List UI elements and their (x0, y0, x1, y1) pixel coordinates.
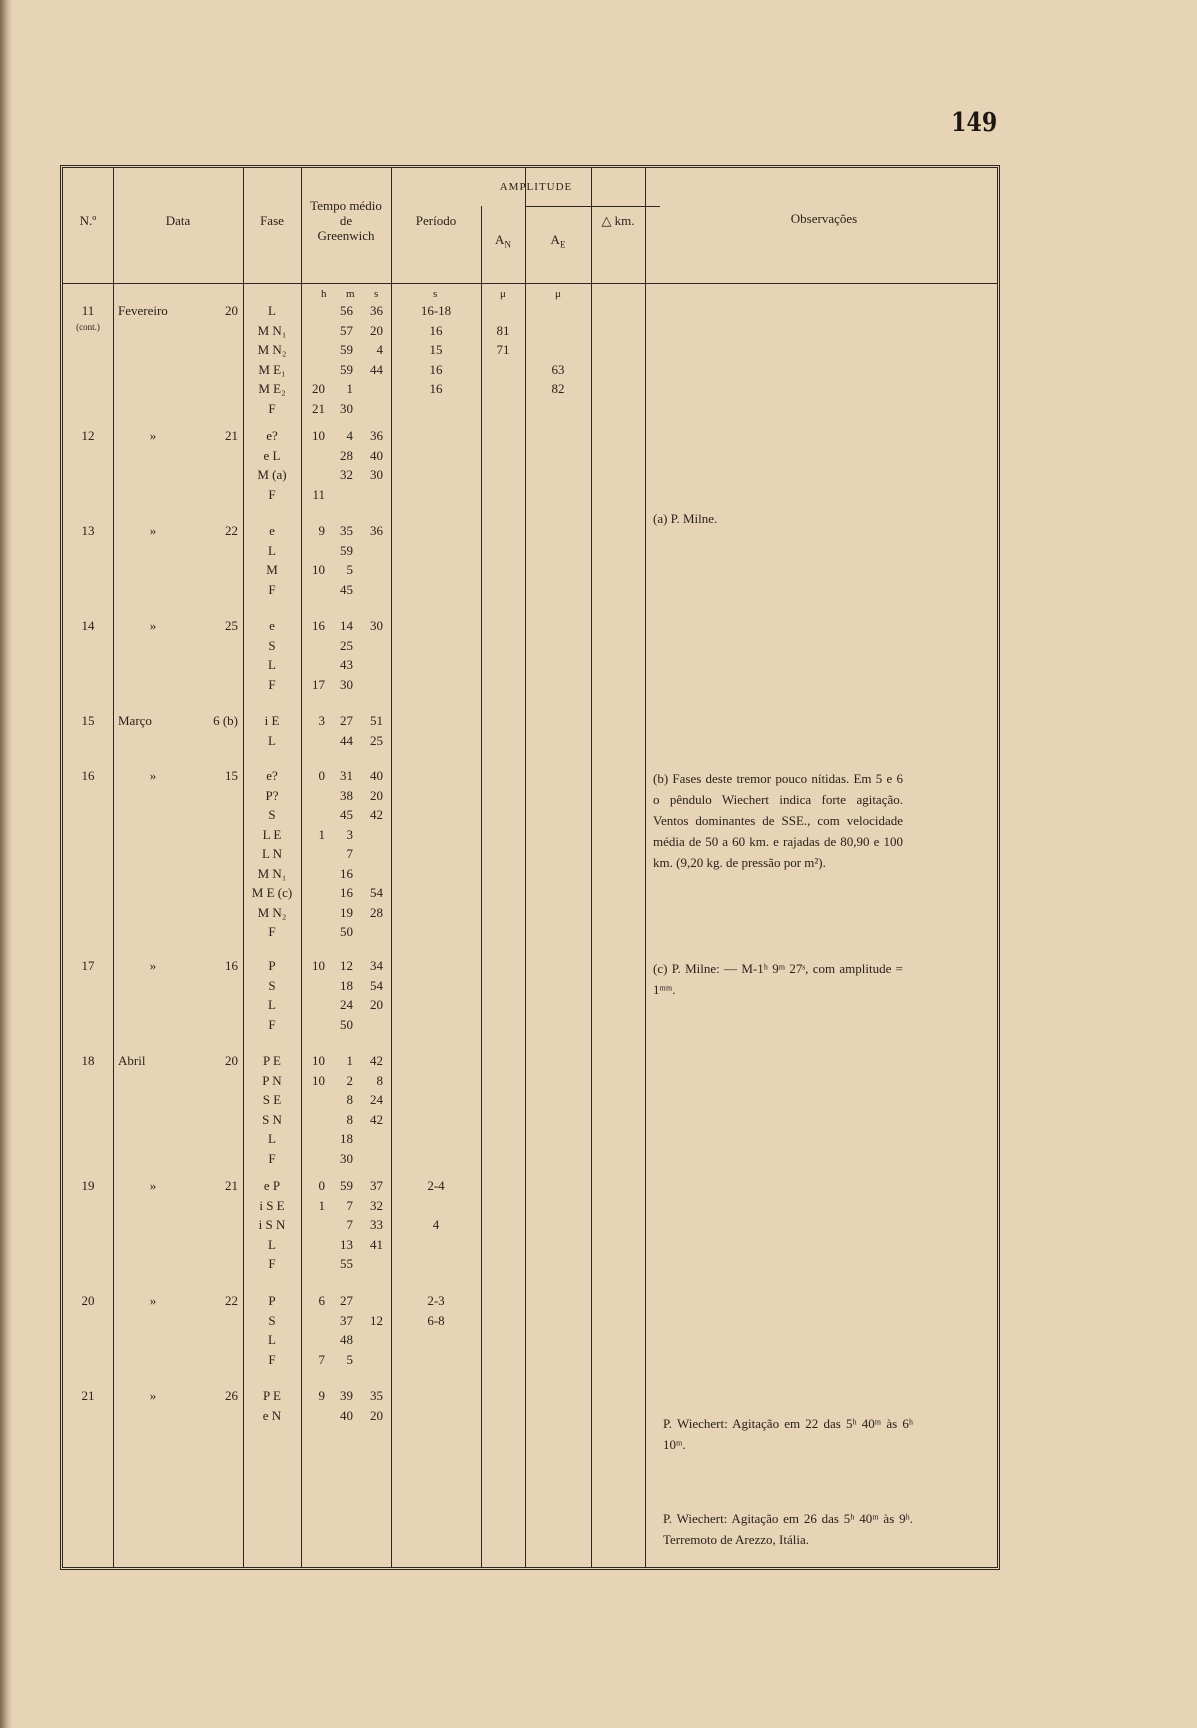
cell-m: 1 (346, 381, 353, 396)
cell-s: 42 (370, 1111, 383, 1127)
cell-m: 43 (340, 657, 353, 672)
cell-m: 7 (346, 846, 353, 861)
col-rule-6 (525, 168, 526, 1567)
cell-phase: S (268, 807, 276, 822)
cell-phase: e (269, 618, 275, 633)
cell-h: 10 (312, 428, 325, 443)
amplitude-sub-rule (525, 206, 660, 207)
cell-phase: M N₁ (257, 865, 287, 881)
cell-m: 44 (340, 732, 353, 748)
cell-phase: i S E (259, 1197, 285, 1213)
note-a: (a) P. Milne. (653, 511, 718, 526)
cell-ae: 63 (551, 361, 565, 377)
cell-s: 30 (370, 467, 383, 482)
unit-minutes: m (346, 288, 355, 300)
cell-s: 54 (370, 977, 383, 993)
cell-s: 44 (370, 361, 383, 377)
cell-s: 36 (370, 428, 383, 443)
record-number: 13 (81, 523, 95, 538)
cell-phase: e N (262, 1407, 282, 1423)
cell-s: 4 (376, 342, 383, 357)
cell-m: 32 (340, 467, 353, 482)
header-bottom-rule (63, 283, 997, 284)
cell-phase: e L (263, 447, 281, 463)
cell-phase: F (268, 924, 276, 939)
cell-s: 28 (370, 904, 383, 920)
header-amplitude: AMPLITUDE (499, 181, 573, 193)
cell-phase: S (268, 1312, 276, 1328)
cell-h: 16 (312, 618, 325, 633)
cell-phase: e (269, 523, 275, 538)
cell-m: 24 (340, 997, 353, 1012)
cell-phase: M E (c) (251, 885, 293, 900)
cell-s: 51 (370, 713, 383, 728)
cell-phase: e P (263, 1178, 281, 1193)
cell-m: 27 (340, 713, 353, 728)
cell-phase: P N (262, 1072, 282, 1088)
cell-s: 8 (376, 1072, 383, 1088)
cell-s: 40 (370, 768, 383, 783)
cell-m: 50 (340, 924, 353, 939)
col-rule-8 (645, 168, 646, 1567)
cell-h: 1 (318, 826, 325, 842)
cell-phase: F (268, 1351, 276, 1367)
cell-m: 14 (340, 618, 353, 633)
cell-phase: M (a) (257, 467, 287, 482)
cell-phase: P (268, 1293, 276, 1308)
cell-phase: i E (264, 713, 280, 728)
cell-m: 45 (340, 581, 353, 597)
cell-m: 3 (346, 826, 353, 842)
cell-phase: F (268, 1256, 276, 1271)
cell-m: 48 (340, 1332, 353, 1347)
record-day: 25 (225, 618, 238, 633)
cell-m: 59 (340, 542, 353, 558)
cell-phase: F (268, 581, 276, 597)
record-number: 12 (81, 428, 95, 443)
col-rule-4 (391, 168, 392, 1567)
cell-phase: P E (263, 1388, 281, 1403)
cell-period: 4 (432, 1217, 440, 1232)
cell-phase: e? (266, 428, 278, 443)
record-month: Fevereiro (118, 303, 168, 318)
cell-s: 54 (370, 885, 383, 900)
cell-s: 20 (370, 1407, 383, 1423)
cell-s: 20 (370, 997, 383, 1012)
header-periodo: Período (415, 213, 457, 228)
cell-h: 17 (312, 676, 325, 692)
cell-h: 0 (318, 768, 325, 783)
cell-h: 10 (312, 1053, 325, 1068)
record-day: 20 (225, 303, 238, 318)
header-tempo (301, 198, 391, 243)
header-an-letter: A (495, 232, 505, 247)
cell-s: 36 (370, 523, 383, 538)
cell-h: 3 (318, 713, 325, 728)
cell-phase: M (266, 562, 278, 577)
cell-period: 2-4 (427, 1178, 445, 1193)
header-num: N.º (79, 213, 97, 228)
col-rule-1 (113, 168, 114, 1567)
record-month: » (149, 958, 157, 973)
record-number: 14 (81, 618, 95, 633)
page-number: 149 (950, 108, 997, 138)
cell-period: 16 (429, 322, 443, 338)
record-day: 21 (225, 1178, 238, 1193)
cell-phase: S N (262, 1111, 282, 1127)
cell-s: 33 (370, 1217, 383, 1232)
cell-phase: M N₂ (257, 342, 287, 357)
record-month: » (149, 1178, 157, 1193)
header-ae-sub: E (559, 239, 566, 250)
cell-s: 12 (370, 1312, 383, 1328)
cell-phase: P E (263, 1053, 281, 1068)
cell-phase: e? (266, 768, 278, 783)
cell-phase: F (268, 1016, 276, 1032)
page-edge-shadow (0, 0, 12, 1728)
cell-phase: L E (262, 826, 282, 842)
record-day: 16 (225, 958, 238, 973)
header-ae-letter: A (550, 232, 560, 247)
cell-period: 16-18 (420, 303, 452, 318)
cell-h: 9 (318, 523, 325, 538)
header-an (481, 232, 525, 253)
record-number: 19 (81, 1178, 95, 1193)
cell-h: 10 (312, 1072, 325, 1088)
cell-phase: F (268, 486, 276, 502)
record-month: » (149, 618, 157, 633)
cell-ae: 82 (551, 381, 565, 396)
header-distance: △ km. (601, 213, 635, 228)
cell-s: 30 (370, 618, 383, 633)
cell-m: 31 (340, 768, 353, 783)
cell-phase: L (268, 1131, 276, 1146)
cell-s: 37 (370, 1178, 383, 1193)
cell-phase: L (268, 1332, 276, 1347)
cell-an: 81 (496, 322, 510, 338)
cell-period: 16 (429, 381, 443, 396)
cell-phase: L (268, 732, 276, 748)
note-c: (c) P. Milne: — M-1ʰ 9ᵐ 27ˢ, com amplitude = 1ᵐᵐ. (653, 961, 903, 997)
cell-m: 5 (346, 562, 353, 577)
record-number-note: (cont.) (76, 322, 100, 332)
cell-m: 2 (346, 1072, 353, 1088)
cell-m: 30 (340, 400, 353, 416)
header-fase: Fase (260, 213, 284, 228)
col-rule-3 (301, 168, 302, 1567)
note-record-21: P. Wiechert: Agitação em 26 das 5ʰ 40ᵐ às 9ʰ. Terremoto de Arezzo, Itália. (663, 1511, 913, 1547)
cell-m: 37 (340, 1312, 353, 1328)
record-day: 22 (225, 523, 238, 538)
cell-m: 16 (340, 865, 353, 881)
record-day: 20 (225, 1053, 238, 1068)
cell-m: 19 (340, 904, 353, 920)
cell-period: 2-3 (427, 1293, 445, 1308)
record-month: » (149, 768, 157, 783)
record-month: » (149, 428, 157, 443)
cell-phase: L (268, 997, 276, 1012)
cell-phase: F (268, 400, 276, 416)
cell-m: 57 (340, 322, 353, 338)
unit-an: μ (500, 288, 506, 300)
cell-m: 18 (340, 1131, 353, 1146)
cell-m: 7 (346, 1217, 353, 1232)
cell-m: 25 (340, 637, 353, 653)
record-number: 16 (81, 768, 95, 783)
cell-m: 5 (346, 1351, 353, 1367)
cell-phase: S (268, 637, 276, 653)
cell-m: 39 (340, 1388, 353, 1403)
cell-s: 32 (370, 1197, 383, 1213)
record-month: Abril (118, 1053, 146, 1068)
cell-s: 25 (370, 732, 383, 748)
note-record-20: P. Wiechert: Agitação em 22 das 5ʰ 40ᵐ às 6ʰ 10ᵐ. (663, 1416, 913, 1452)
cell-an: 71 (496, 342, 510, 357)
record-month: Março (118, 713, 152, 728)
header-tempo-line3: Greenwich (317, 228, 375, 243)
header-tempo-line2: de (339, 213, 353, 228)
cell-s: 34 (370, 958, 383, 973)
cell-h: 6 (318, 1293, 325, 1308)
cell-m: 1 (346, 1053, 353, 1068)
cell-s: 35 (370, 1388, 383, 1403)
cell-h: 10 (312, 958, 325, 973)
header-data: Data (165, 213, 191, 228)
cell-m: 38 (340, 787, 353, 803)
unit-seconds: s (374, 288, 379, 300)
cell-phase: L (268, 1236, 276, 1252)
cell-m: 4 (346, 428, 353, 443)
record-month: » (149, 1293, 157, 1308)
record-month: » (149, 1388, 157, 1403)
cell-h: 1 (318, 1197, 325, 1213)
cell-h: 10 (312, 562, 325, 577)
cell-phase: M E₁ (258, 361, 286, 377)
cell-s: 20 (370, 787, 383, 803)
record-month: » (149, 523, 157, 538)
cell-s: 20 (370, 322, 383, 338)
cell-m: 27 (340, 1293, 353, 1308)
cell-m: 13 (340, 1236, 353, 1252)
cell-m: 59 (340, 1178, 353, 1193)
cell-period: 16 (429, 361, 443, 377)
record-day: 22 (225, 1293, 238, 1308)
cell-phase: F (268, 1150, 276, 1166)
record-day: 21 (225, 428, 238, 443)
record-day: 6 (b) (213, 713, 238, 728)
cell-phase: S (268, 977, 276, 993)
cell-s: 40 (370, 447, 383, 463)
unit-ae: μ (555, 288, 561, 300)
header-an-sub: N (504, 239, 511, 250)
cell-period: 15 (429, 342, 443, 357)
cell-h: 0 (318, 1178, 325, 1193)
header-ae (525, 232, 591, 253)
record-number: 20 (81, 1293, 95, 1308)
header-observacoes: Observações (790, 211, 858, 226)
cell-m: 8 (346, 1111, 353, 1127)
cell-h: 7 (318, 1351, 325, 1367)
cell-phase: P? (265, 787, 279, 803)
col-rule-7 (591, 168, 592, 1567)
record-day: 26 (225, 1388, 238, 1403)
cell-phase: L (268, 303, 276, 318)
cell-m: 30 (340, 676, 353, 692)
cell-m: 59 (340, 342, 353, 357)
cell-m: 30 (340, 1150, 353, 1166)
record-day: 15 (225, 768, 238, 783)
cell-s: 41 (370, 1236, 383, 1252)
cell-phase: L (268, 542, 276, 558)
cell-phase: P (268, 958, 276, 973)
record-number: 11 (81, 303, 95, 318)
cell-m: 40 (340, 1407, 353, 1423)
cell-m: 50 (340, 1016, 353, 1032)
cell-m: 18 (340, 977, 353, 993)
cell-phase: M N₁ (257, 322, 287, 338)
cell-m: 59 (340, 361, 353, 377)
cell-h: 9 (318, 1388, 325, 1403)
cell-m: 55 (340, 1256, 353, 1271)
cell-phase: S E (262, 1092, 282, 1107)
record-number: 18 (81, 1053, 95, 1068)
cell-m: 12 (340, 958, 353, 973)
col-rule-5 (481, 206, 482, 1567)
unit-hours: h (321, 288, 327, 300)
cell-m: 56 (340, 303, 353, 318)
cell-m: 7 (346, 1197, 353, 1213)
cell-phase: L N (261, 846, 283, 861)
cell-phase: M N₂ (257, 904, 287, 920)
header-tempo-line1: Tempo médio (310, 198, 382, 213)
record-number: 15 (81, 713, 95, 728)
seismic-table (60, 165, 1000, 1570)
record-number: 21 (81, 1388, 95, 1403)
cell-h: 11 (312, 486, 325, 502)
cell-phase: i S N (258, 1217, 286, 1232)
cell-h: 20 (312, 381, 325, 396)
cell-m: 8 (346, 1092, 353, 1107)
cell-m: 28 (340, 447, 353, 463)
cell-s: 36 (370, 303, 383, 318)
cell-phase: L (268, 657, 276, 672)
unit-period-seconds: s (433, 288, 438, 300)
cell-s: 42 (370, 1053, 383, 1068)
cell-s: 24 (370, 1092, 383, 1107)
cell-period: 6-8 (427, 1312, 445, 1328)
record-number: 17 (81, 958, 95, 973)
cell-s: 42 (370, 807, 383, 822)
cell-h: 21 (312, 400, 325, 416)
cell-phase: F (268, 676, 276, 692)
cell-m: 45 (340, 807, 353, 822)
note-b: (b) Fases deste tremor pouco nítidas. Em 5 e 6 o pêndulo Wiechert indica forte agitação. Ventos dominantes de SSE., com velocidade média de 50 a 60 km. e rajadas de 80,90 e 100 km. (9,20 kg. de pressão por m²). (653, 771, 903, 870)
cell-m: 16 (340, 885, 353, 900)
cell-m: 35 (340, 523, 353, 538)
cell-phase: M E₂ (258, 381, 286, 396)
